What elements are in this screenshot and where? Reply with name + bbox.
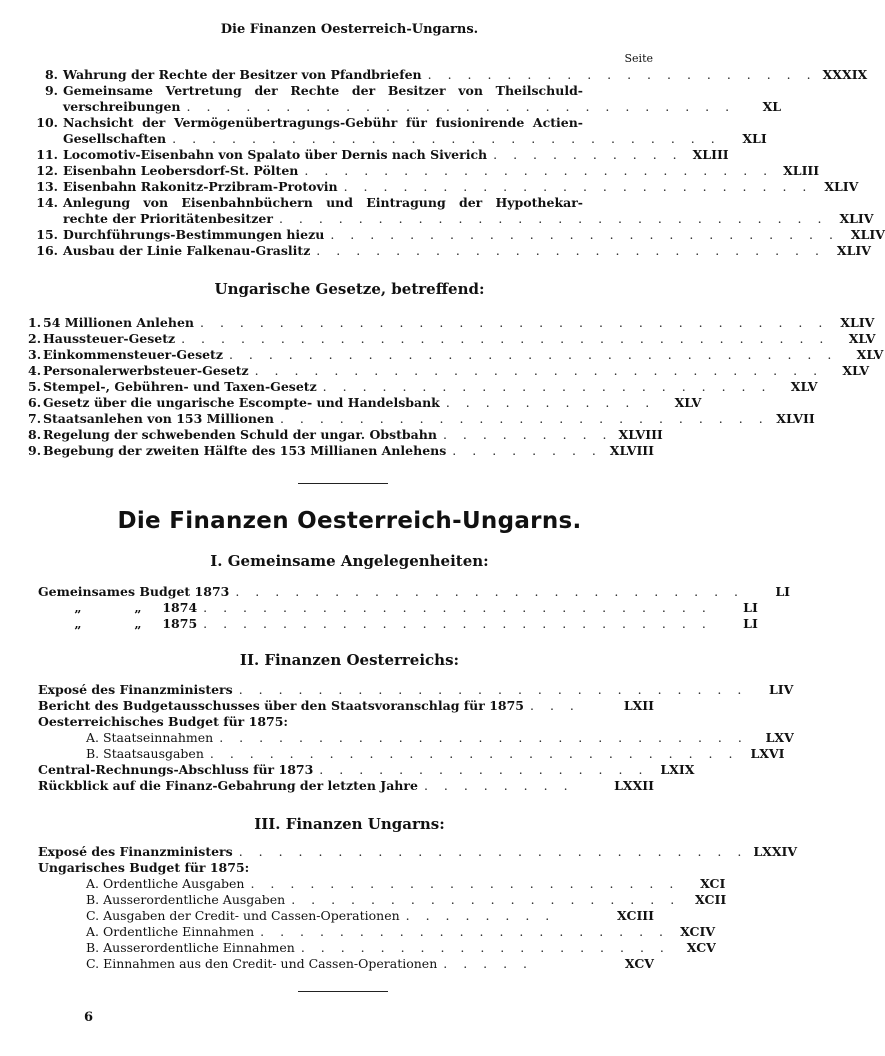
running-head: Die Finanzen Oesterreich-Ungarns.	[220, 22, 479, 37]
toc-entry: 5. Stempel-, Gebühren- und Taxen-Gesetz . . . . . . . . . . . . . . . . . . . . . . . XLV	[28, 379, 818, 394]
section-heading-gemeinsame-angelegenheiten: I. Gemeinsame Angelegenheiten:	[210, 552, 489, 570]
entry-text: A. Staatseinnahmen	[86, 730, 214, 745]
toc-subheading	[38, 860, 654, 876]
entry-text: B. Staatsausgaben	[86, 746, 204, 761]
entry-number: 8.	[28, 427, 42, 442]
entry-page: XLIV	[840, 315, 875, 330]
entry-year: 1874	[162, 600, 198, 615]
entry-number: 10.	[36, 115, 58, 130]
toc-entry: 9. Begebung der zweiten Hälfte des 153 Millianen Anlehens . . . . . . . . XLVIII	[28, 443, 654, 458]
entry-page: XXXIX	[822, 67, 868, 82]
entry-text: Anlegung von Eisenbahnbüchern und Eintragung der Hypothekar-	[63, 195, 583, 210]
toc-entry: 4. Personalerwerbsteuer-Gesetz . . . . . . . . . . . . . . . . . . . . . . . . . . . . . XLV	[28, 363, 870, 378]
toc-entry: B. Ausserordentliche Ausgaben . . . . . . . . . . . . . . . . . . . . XCII	[86, 892, 727, 907]
toc-entry: A. Ordentliche Ausgaben . . . . . . . . . . . . . . . . . . . . . . XCI	[86, 876, 726, 891]
toc-entry-continued: verschreibungen . . . . . . . . . . . . . . . . . . . . . . . . . . . . XL	[63, 99, 782, 114]
entry-text: Rückblick auf die Finanz-Gebahrung der letzten Jahre	[38, 778, 418, 793]
entry-text: Nachsicht der Vermögenübertragungs-Gebühr für fusionirende Actien-	[63, 115, 583, 130]
entry-number: 7.	[28, 411, 42, 426]
entry-page: XLV	[842, 363, 870, 378]
toc-entry: C. Ausgaben der Credit- und Cassen-Operationen . . . . . . . . XCIII	[86, 908, 654, 923]
entry-page: LXV	[765, 730, 794, 745]
entry-text: Exposé des Finanzministers	[38, 844, 233, 859]
ditto-mark: „	[134, 616, 142, 631]
entry-text: rechte der Prioritätenbesitzer	[63, 211, 273, 226]
entry-text: 54 Millionen Anlehen	[43, 315, 195, 330]
entry-page: XLV	[674, 395, 702, 410]
entry-page: LXIX	[660, 762, 695, 777]
entry-number: 2.	[28, 331, 42, 346]
entry-number: 8.	[44, 67, 58, 82]
entry-page: XLIII	[692, 147, 729, 162]
entry-page: XCIV	[680, 924, 716, 939]
entry-text: Gesellschaften	[63, 131, 167, 146]
entry-page: XCV	[624, 956, 654, 971]
toc-entry: 7. Staatsanlehen von 153 Millionen . . . . . . . . . . . . . . . . . . . . . . . . . XLVII	[28, 411, 815, 426]
entry-text: Stempel-, Gebühren- und Taxen-Gesetz	[43, 379, 317, 394]
entry-page: XLVIII	[609, 443, 654, 458]
section-divider	[298, 483, 388, 484]
entry-page: XLV	[848, 331, 876, 346]
entry-text: B. Ausserordentliche Ausgaben	[86, 892, 286, 907]
toc-entry: Rückblick auf die Finanz-Gebahrung der letzten Jahre . . . . . . . . LXXII	[38, 778, 654, 793]
entry-page: LXXII	[614, 778, 654, 793]
toc-entry: Central-Rechnungs-Abschluss für 1873 . . . . . . . . . . . . . . . . . LXIX	[38, 762, 695, 777]
entry-text: C. Einnahmen aus den Credit- und Cassen-Operationen	[86, 956, 438, 971]
toc-entry-continued: rechte der Prioritätenbesitzer . . . . . . . . . . . . . . . . . . . . . . . . . . . . XLIV	[63, 211, 874, 226]
entry-page: XL	[762, 99, 782, 114]
toc-entry: B. Staatsausgaben . . . . . . . . . . . . . . . . . . . . . . . . . . . LXVI	[86, 746, 785, 761]
entry-number: 9.	[44, 83, 58, 98]
entry-text: Ausbau der Linie Falkenau-Graslitz	[63, 243, 311, 258]
entry-page: XLIV	[850, 227, 885, 242]
entry-number: 14.	[36, 195, 58, 210]
seite-label: Seite	[624, 52, 653, 65]
entry-page: XLVIII	[618, 427, 663, 442]
entry-page: XLIII	[783, 163, 820, 178]
entry-page: XLIV	[824, 179, 859, 194]
entry-page: XLI	[742, 131, 767, 146]
toc-entry: 2. Haussteuer-Gesetz . . . . . . . . . . . . . . . . . . . . . . . . . . . . . . . . . XLV	[28, 331, 876, 346]
ditto-mark: „	[134, 600, 142, 615]
entry-text: Gemeinsame Vertretung der Rechte der Besitzer von Theilschuld-	[63, 83, 583, 98]
entry-text: Eisenbahn Leobersdorf-St. Pölten	[63, 163, 299, 178]
entry-text: Oesterreichisches Budget für 1875:	[38, 714, 289, 729]
entry-page: XLIV	[836, 243, 871, 258]
toc-entry: 15. Durchführungs-Bestimmungen hiezu . . . . . . . . . . . . . . . . . . . . . . . . . . XLIV	[28, 227, 654, 243]
toc-entry: 16. Ausbau der Linie Falkenau-Graslitz . . . . . . . . . . . . . . . . . . . . . . . . . . XLIV	[28, 243, 654, 259]
entry-text: Gesetz über die ungarische Escompte- und Handelsbank	[43, 395, 440, 410]
entry-text: Gemeinsames Budget 1873	[38, 584, 230, 599]
toc-entry: 6. Gesetz über die ungarische Escompte- und Handelsbank . . . . . . . . . . . XLV	[28, 395, 702, 410]
entry-number: 5.	[28, 379, 42, 394]
entry-text: Personalerwerbsteuer-Gesetz	[43, 363, 249, 378]
toc-entry: B. Ausserordentliche Einnahmen . . . . . . . . . . . . . . . . . . . XCV	[86, 940, 716, 955]
toc-entry: Gemeinsames Budget 1873 . . . . . . . . . . . . . . . . . . . . . . . . . . LI	[38, 584, 791, 599]
toc-entry: C. Einnahmen aus den Credit- und Cassen-Operationen . . . . . XCV	[86, 956, 654, 971]
entry-page: XCII	[695, 892, 727, 907]
entry-text	[38, 616, 197, 632]
entry-number: 13.	[36, 179, 58, 194]
entry-number: 12.	[36, 163, 58, 178]
entry-text: A. Ordentliche Einnahmen	[86, 924, 255, 939]
section-divider	[298, 991, 388, 992]
entry-text: A. Ordentliche Ausgaben	[86, 876, 245, 891]
entry-number: 6.	[28, 395, 42, 410]
entry-number: 9.	[28, 443, 42, 458]
entry-number: 11.	[36, 147, 58, 162]
section-heading-finanzen-ungarns: III. Finanzen Ungarns:	[254, 815, 445, 833]
toc-entry: 8. Wahrung der Rechte der Besitzer von Pfandbriefen . . . . . . . . . . . . . . . . . . . . XXXIX	[28, 67, 654, 83]
toc-entry: A. Staatseinnahmen . . . . . . . . . . . . . . . . . . . . . . . . . . . LXV	[86, 730, 794, 745]
entry-page: LXVI	[750, 746, 785, 761]
entry-page: LI	[743, 600, 758, 615]
entry-text: Regelung der schwebenden Schuld der ungar. Obstbahn	[43, 427, 437, 442]
entry-text: Bericht des Budgetausschusses über den Staatsvoranschlag für 1875	[38, 698, 524, 713]
entry-number: 16.	[36, 243, 58, 258]
toc-entry: 8. Regelung der schwebenden Schuld der ungar. Obstbahn . . . . . . . . . XLVIII	[28, 427, 663, 442]
toc-entry	[28, 195, 654, 211]
toc-entry: 3. Einkommensteuer-Gesetz . . . . . . . . . . . . . . . . . . . . . . . . . . . . . . . XLV	[28, 347, 884, 362]
entry-text: Begebung der zweiten Hälfte des 153 Millianen Anlehens	[43, 443, 447, 458]
entry-page: LXXIV	[753, 844, 798, 859]
toc-entry	[28, 83, 654, 99]
entry-text: Ungarisches Budget für 1875:	[38, 860, 250, 875]
entry-text: Central-Rechnungs-Abschluss für 1873	[38, 762, 314, 777]
entry-number: 4.	[28, 363, 42, 378]
entry-page: XLV	[790, 379, 818, 394]
entry-page: XCI	[700, 876, 726, 891]
entry-page: XLIV	[839, 211, 874, 226]
ditto-mark: „	[74, 600, 82, 615]
entry-text: Staatsanlehen von 153 Millionen	[43, 411, 274, 426]
entry-text	[38, 600, 197, 616]
entry-number: 3.	[28, 347, 42, 362]
entry-page: LI	[775, 584, 791, 599]
toc-entry: 11. Locomotiv-Eisenbahn von Spalato über Dernis nach Siverich . . . . . . . . . . XLIII	[28, 147, 654, 163]
toc-entry: 12. Eisenbahn Leobersdorf-St. Pölten . . . . . . . . . . . . . . . . . . . . . . . . XLIII	[28, 163, 654, 179]
main-title: Die Finanzen Oesterreich-Ungarns.	[117, 508, 582, 534]
toc-entry	[28, 115, 654, 131]
entry-text: Haussteuer-Gesetz	[43, 331, 176, 346]
entry-page: LXII	[623, 698, 654, 713]
entry-text: Durchführungs-Bestimmungen hiezu	[63, 227, 325, 242]
toc-entry: „ „ 1874 . . . . . . . . . . . . . . . . . . . . . . . . . . LI	[38, 600, 654, 616]
toc-entry: Bericht des Budgetausschusses über den Staatsvoranschlag für 1875 . . . LXII	[38, 698, 654, 713]
entry-page: LIV	[769, 682, 794, 697]
entry-text: verschreibungen	[63, 99, 181, 114]
toc-entry: 13. Eisenbahn Rakonitz-Przibram-Protovin . . . . . . . . . . . . . . . . . . . . . . . . XLIV	[28, 179, 654, 195]
entry-text: C. Ausgaben der Credit- und Cassen-Operationen	[86, 908, 400, 923]
toc-entry-continued: Gesellschaften . . . . . . . . . . . . . . . . . . . . . . . . . . . . XLI	[63, 131, 767, 146]
entry-page: XLVII	[776, 411, 815, 426]
ditto-mark: „	[74, 616, 82, 631]
toc-entry: „ „ 1875 . . . . . . . . . . . . . . . . . . . . . . . . . . LI	[38, 616, 654, 632]
entry-text: Einkommensteuer-Gesetz	[43, 347, 223, 362]
section-heading-finanzen-oesterreichs: II. Finanzen Oesterreichs:	[239, 651, 460, 669]
entry-year: 1875	[162, 616, 198, 631]
entry-text: Exposé des Finanzministers	[38, 682, 233, 697]
entry-number: 15.	[36, 227, 58, 242]
entry-page: XCV	[686, 940, 716, 955]
entry-page: LI	[743, 616, 758, 631]
toc-entry: Exposé des Finanzministers . . . . . . . . . . . . . . . . . . . . . . . . . . LIV	[38, 682, 794, 697]
entry-text: Locomotiv-Eisenbahn von Spalato über Dernis nach Siverich	[63, 147, 488, 162]
entry-text: Wahrung der Rechte der Besitzer von Pfandbriefen	[63, 67, 422, 82]
section-heading-ungarische-gesetze: Ungarische Gesetze, betreffend:	[214, 280, 485, 298]
entry-text: B. Ausserordentliche Einnahmen	[86, 940, 295, 955]
entry-page: XCIII	[617, 908, 654, 923]
toc-entry: 1. 54 Millionen Anlehen . . . . . . . . . . . . . . . . . . . . . . . . . . . . . . . . XLIV	[28, 315, 875, 330]
entry-text: Eisenbahn Rakonitz-Przibram-Protovin	[63, 179, 338, 194]
toc-entry: A. Ordentliche Einnahmen . . . . . . . . . . . . . . . . . . . . . XCIV	[86, 924, 716, 939]
entry-page: XLV	[856, 347, 884, 362]
toc-subheading	[38, 714, 654, 730]
page-number: 6	[84, 1010, 94, 1025]
toc-entry: Exposé des Finanzministers . . . . . . . . . . . . . . . . . . . . . . . . . . LXXIV	[38, 844, 798, 859]
entry-number: 1.	[28, 315, 42, 330]
